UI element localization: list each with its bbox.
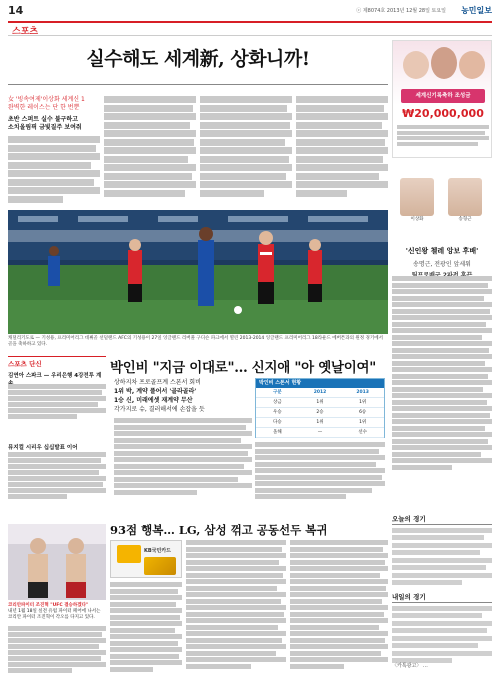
section-bar [8,21,492,36]
tomorrow-games-title: 내일의 경기 [392,592,492,603]
portrait-left [400,178,434,216]
mid-story-subheads [114,378,252,414]
article-column-3 [200,96,292,206]
fighter-caption-title: 코리안파이터 조진혁 "UFC 결승하겠다" [8,603,89,608]
stat-cell: 선수 [358,430,368,435]
stat-header-cell: 2013 [356,390,369,395]
divider [8,84,388,85]
subheadline-black-2: 소치올림픽 금빛질주 보여줘 [8,124,82,131]
stat-table-row [256,408,384,418]
mid-story-headline: 박인비 "지금 이대로"… 신지애 "아 옛날이여" [110,360,376,376]
portrait-photos [400,178,484,216]
portrait-caption-left: 이상화 [410,217,424,222]
masthead: 농민일보 [461,6,492,15]
article-column-1 [8,136,100,206]
mid-sub-1: 상하지차 프로골프계 스폰서 회비 [114,379,201,386]
ad-photo-collage [401,45,485,85]
page-header [8,4,492,20]
photo-caption: 캐딜리기도로 — 기성용, 프리미어리그 데뷔골 선덜랜드 AFC의 기성용이 27일 잉글랜드 리버풀 구디슨 파크에서 열린 2013-2014 잉글랜드 프리미어리그 18라운드 에버튼과의 원정 경기에서 골을 축하하고 있다. [8,336,383,347]
stat-cell: 2승 [316,410,324,415]
today-games-title: 오늘의 경기 [392,514,492,525]
subheadline-block [8,96,100,132]
soccer-photo [8,210,388,334]
stat-header-cell: 구분 [272,390,282,395]
soccer-photo-image [8,210,388,334]
bottom-story-col-2 [290,540,388,686]
tomorrow-games-section [392,592,492,663]
section-label: 스포츠 [12,27,39,37]
stat-cell: 올해 [272,430,282,435]
portrait-right [448,178,482,216]
sidebar-story-headline [392,246,492,279]
mid-story-text-col-2 [255,442,385,516]
ad-amount: ₩20,000,000 [402,107,484,120]
stat-table-row [256,398,384,408]
ad-title: 세계신기록축하 조성금 [401,89,485,103]
sponsor-ad[interactable] [392,40,492,158]
stat-cell: 1위 [316,400,324,405]
page-headline: 실수해도 세계新, 상화니까! [86,48,310,70]
briefs-sub-1: 김연아 스파크 — 우리은행 4강전투 계 [8,373,102,379]
subheadline-red-2: 완벽한 레이스는 단 한 번뿐 [8,104,80,111]
subheadline-red-1: 女 '빙속여제'이상화 세계신 1 [8,96,85,103]
stat-cell: 1위 [316,420,324,425]
article-column-2 [104,96,196,206]
sports-briefs [8,356,106,387]
briefs-text-1 [8,384,106,434]
page-number: 14 [8,4,24,17]
sidebar-head-1: '신인왕 첼레 앙보 후배' [405,247,479,255]
briefs-text-2 [8,452,106,518]
sports-brief-2 [8,440,106,451]
stat-table-row [256,418,384,428]
issue-info: ⓒ 제8074호 2013년 12월 28일 토요일 [356,8,446,14]
portrait-caption-right: 송형근 [458,217,472,222]
stat-table-header [256,388,384,398]
bottom-story-col-0 [110,582,182,686]
stat-cell: 상금 [272,400,282,405]
footer-note: 〈카톡광고〉 … [392,663,428,669]
sidebar-story-text [392,276,492,506]
mid-sub-4: 각가지로 슈, 결러해서에 손잡을 듯 [114,406,205,413]
today-games-section [392,514,492,585]
stat-cell: 우승 [272,410,282,415]
briefs-title: 스포츠 단신 [8,356,106,368]
stat-table-row [256,428,384,438]
stat-cell: 6승 [359,410,367,415]
subheadline-black-1: 초반 스퍼트 실수 불구하고 [8,116,79,123]
mid-sub-3: 1승 신, 미래에셋 재계약 무산 [114,397,193,404]
fighter-photo [8,524,106,600]
stat-cell: 1위 [359,420,367,425]
stat-header-cell: 2012 [313,390,327,395]
bottom-story-headline: 93점 행복… LG, 삼성 꺾고 공동선두 복귀 [110,523,328,537]
mid-story-text-col-1 [114,418,252,516]
ad-body [397,125,489,147]
stat-cell: 다승 [272,420,282,425]
left-bottom-text [8,626,106,686]
stat-cell: — [317,430,323,435]
credit-card-icon [144,557,176,575]
stat-table-title: 박인비 스폰서 현황 [256,379,384,388]
fighter-caption-text: 내년 1월 18일 실전 유럽 파이터 페어에 나서는 코리안 파이터 조진혁이 각오를 다지고 있다. [8,609,101,620]
mid-sub-2: 1위 박, 계약 풀어서 '골라골라' [114,388,197,395]
kb-card-ad[interactable] [110,540,182,578]
kb-logo-icon [117,545,141,563]
sponsor-stat-table [255,378,385,438]
stat-cell: 1위 [359,400,367,405]
article-column-4 [296,96,388,206]
briefs-sub-2: 뮤지컬 시리우 십십발표 이어 [8,445,78,451]
fighter-photo-image [8,524,106,600]
fighter-caption [8,603,106,621]
bottom-story-col-1 [186,540,286,686]
kb-ad-label: KB국민카드 [144,548,172,554]
sidebar-head-2: 송명근, 전광인 앞세워 [413,261,471,268]
